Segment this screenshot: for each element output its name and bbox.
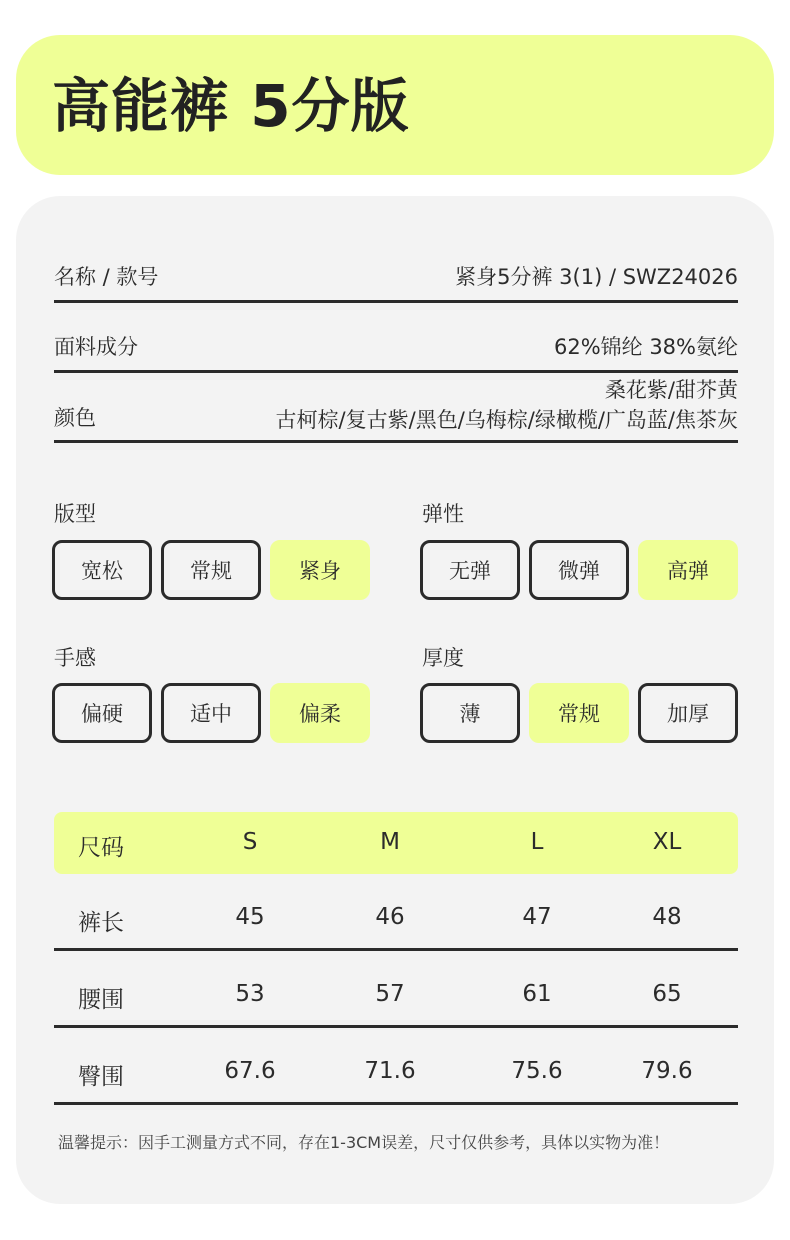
fabric-label: 面料成分 [54,335,138,359]
spec-card [16,196,774,1204]
table-row [54,874,738,951]
elasticity-option-none[interactable]: 无弹 [420,540,520,600]
color-label: 颜色 [54,406,96,430]
color-value-line1: 桑花紫/甜芥黄 [604,378,738,402]
measurement-note: 温馨提示：因手工测量方式不同，存在1-3CM误差，尺寸仅供参考，具体以实物为准！ [58,1133,670,1152]
table-cell: 45 [235,904,265,930]
size-header-xl: XL [652,829,682,855]
info-row-color [54,374,738,443]
table-cell: 57 [375,981,405,1007]
table-cell: 65 [652,981,682,1007]
feel-option-medium[interactable]: 适中 [161,683,261,743]
row-label: 臀围 [78,1064,124,1090]
table-cell: 53 [235,981,265,1007]
elasticity-option-high[interactable]: 高弹 [638,540,738,600]
elasticity-option-slight[interactable]: 微弹 [529,540,629,600]
info-row-fabric [54,318,738,373]
fit-label: 版型 [54,502,96,526]
size-header-m: M [380,829,400,855]
title-banner [16,35,774,175]
table-cell: 48 [652,904,682,930]
fit-option-loose[interactable]: 宽松 [52,540,152,600]
table-cell: 47 [522,904,552,930]
size-table-header [54,812,738,874]
name-label: 名称 / 款号 [54,265,159,289]
fit-option-regular[interactable]: 常规 [161,540,261,600]
thickness-option-thick[interactable]: 加厚 [638,683,738,743]
table-row [54,951,738,1028]
table-cell: 67.6 [224,1058,276,1084]
page-title: 高能裤 5分版 [52,72,410,140]
row-label: 腰围 [78,987,124,1013]
table-row [54,1028,738,1105]
table-cell: 61 [522,981,552,1007]
table-cell: 46 [375,904,405,930]
thickness-label: 厚度 [422,646,464,670]
size-header-label: 尺码 [78,835,124,861]
size-header-l: L [530,829,544,855]
table-cell: 75.6 [511,1058,563,1084]
info-row-name [54,248,738,303]
feel-label: 手感 [54,646,96,670]
thickness-option-thin[interactable]: 薄 [420,683,520,743]
row-label: 裤长 [78,910,124,936]
fit-option-tight[interactable]: 紧身 [270,540,370,600]
thickness-option-regular[interactable]: 常规 [529,683,629,743]
fabric-value: 62%锦纶 38%氨纶 [553,335,738,359]
elasticity-label: 弹性 [422,502,464,526]
color-value-line2: 古柯棕/复古紫/黑色/乌梅棕/绿橄榄/广岛蓝/焦茶灰 [275,408,738,432]
table-cell: 79.6 [641,1058,693,1084]
size-header-s: S [242,829,258,855]
feel-option-hard[interactable]: 偏硬 [52,683,152,743]
table-cell: 71.6 [364,1058,416,1084]
feel-option-soft[interactable]: 偏柔 [270,683,370,743]
name-value: 紧身5分裤 3(1) / SWZ24026 [455,265,738,289]
